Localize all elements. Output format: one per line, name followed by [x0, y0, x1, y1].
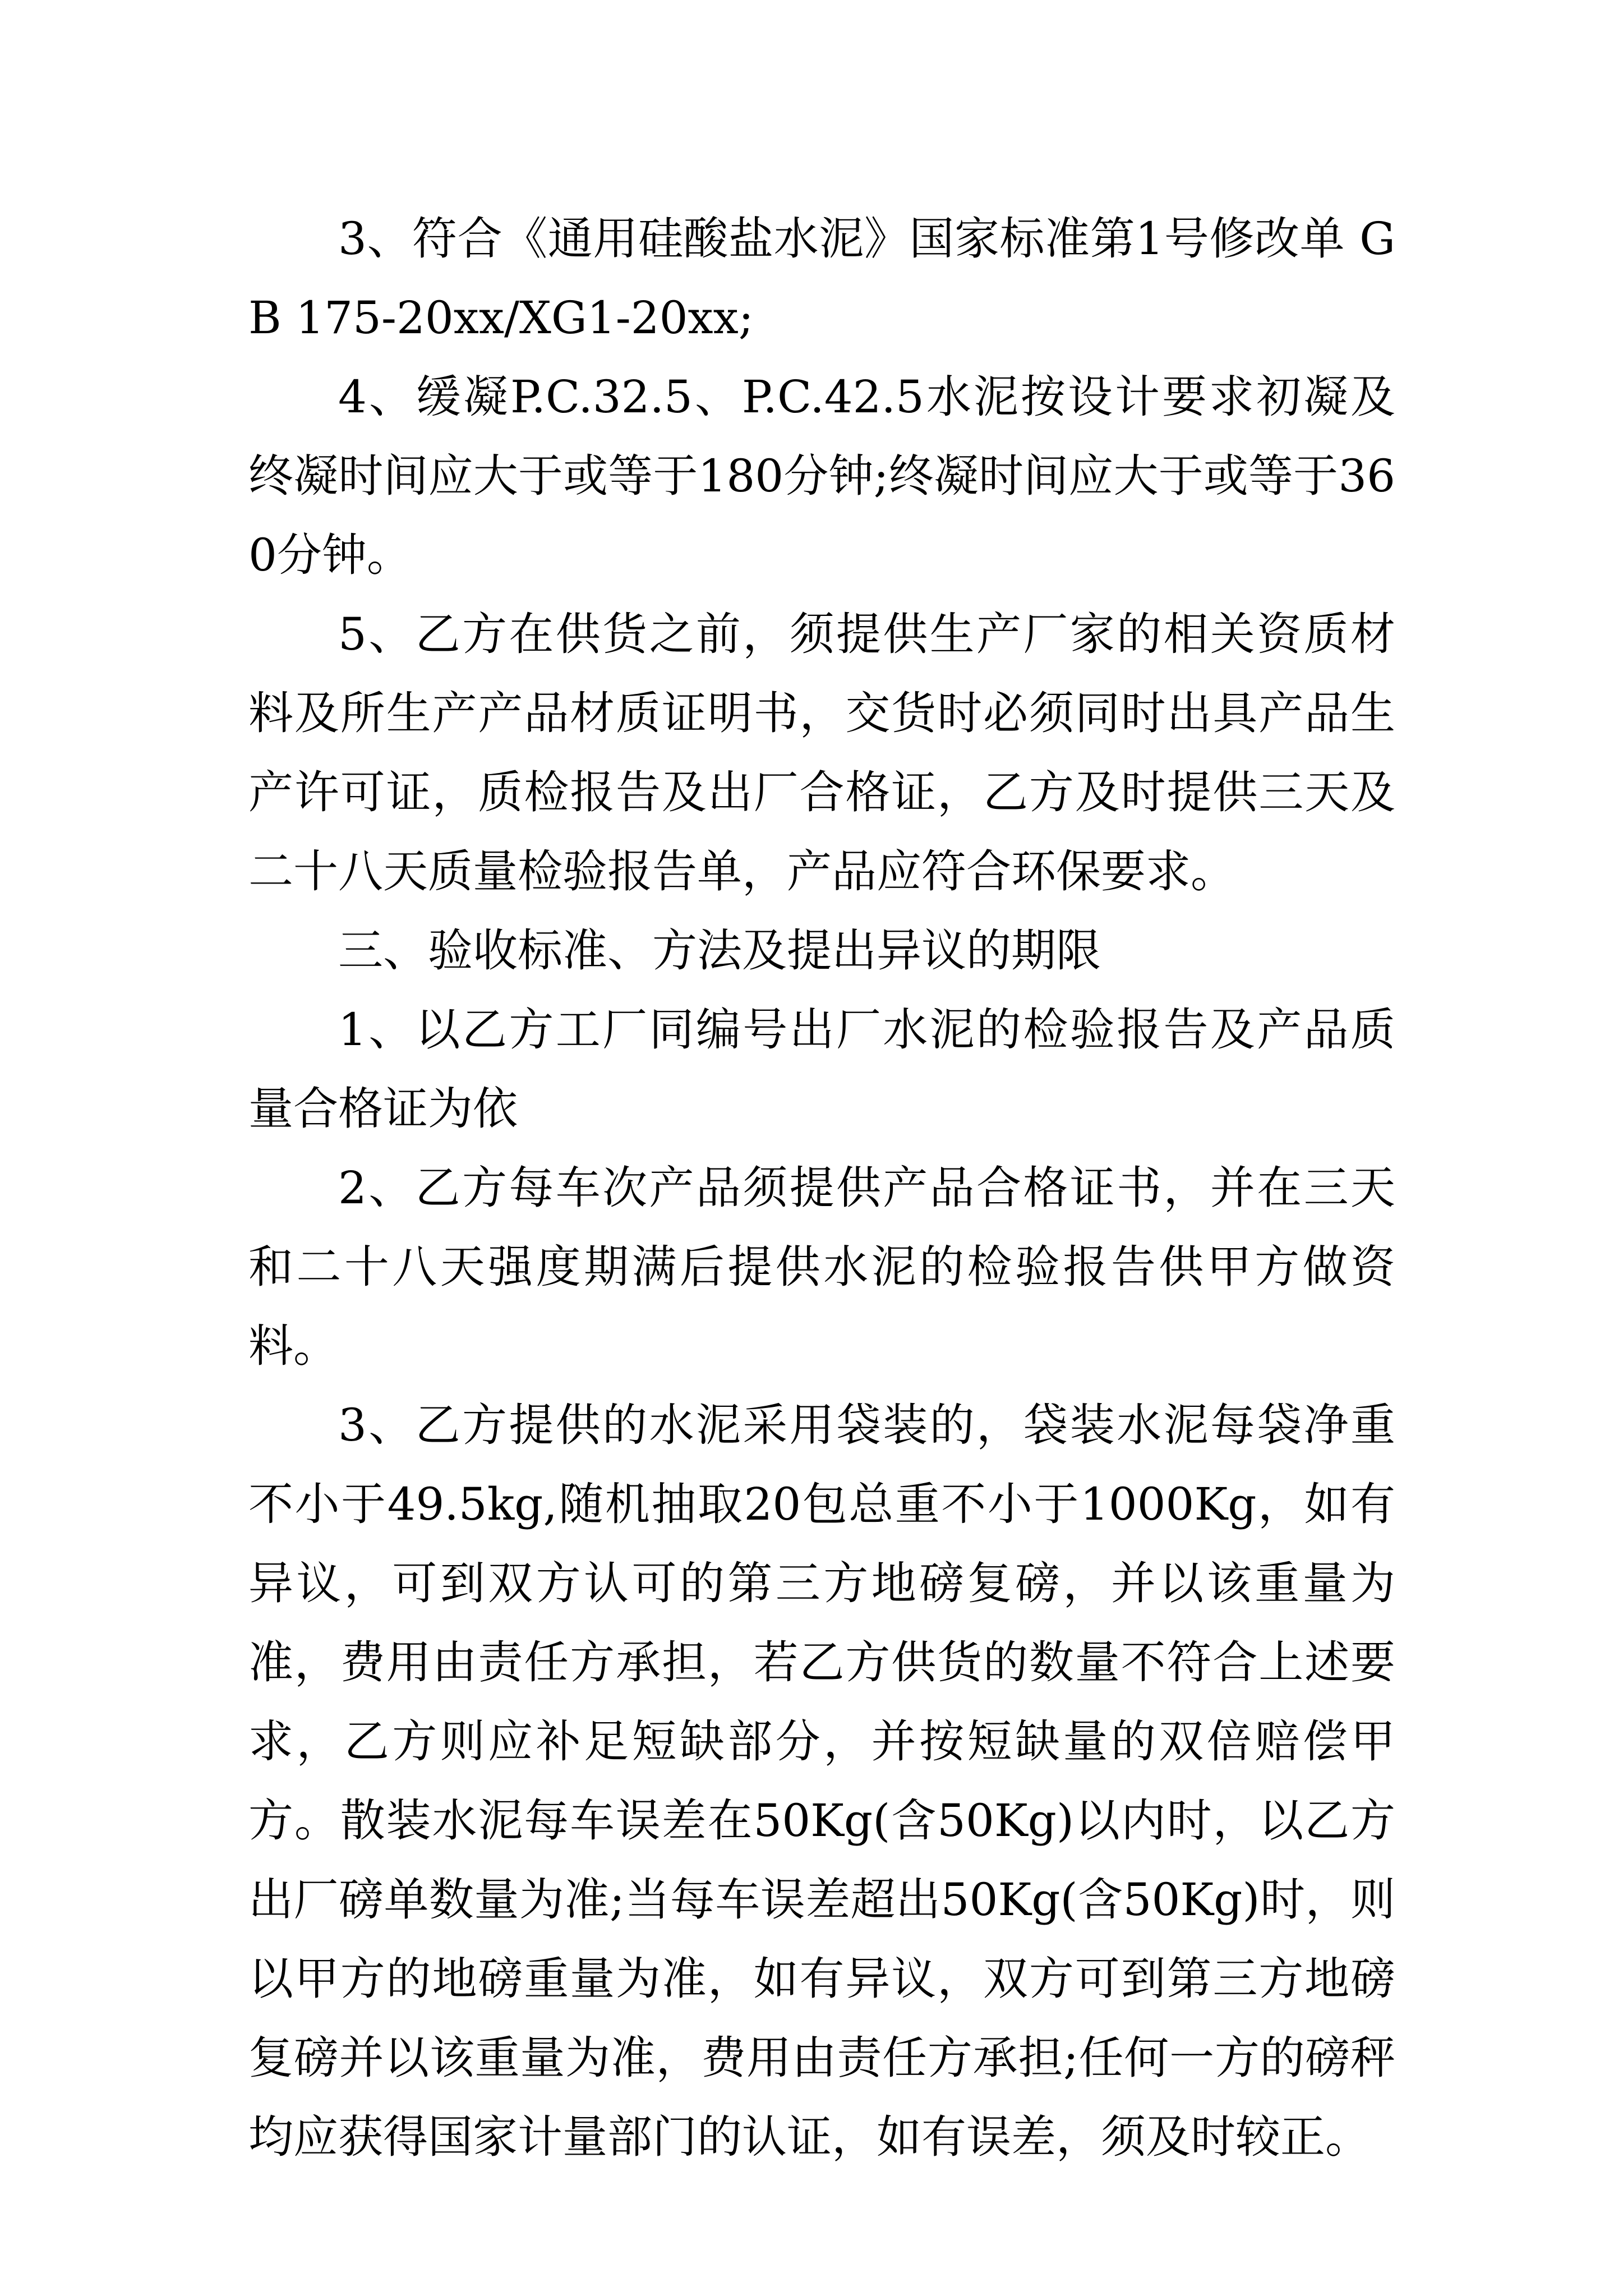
paragraph-inspection-basis: 1、以乙方工厂同编号出厂水泥的检验报告及产品质量合格证为依	[248, 1004, 1395, 1135]
paragraph-supplier-documents: 5、乙方在供货之前，须提供生产厂家的相关资质材料及所生产产品材质证明书，交货时必须同时出具产品生产许可证，质检报告及出厂合格证，乙方及时提供三天及二十八天质量检验报告单，产品应符合环保要求。	[248, 608, 1395, 898]
paragraph-certificates: 2、乙方每车次产品须提供产品合格证书，并在三天和二十八天强度期满后提供水泥的检验报告供甲方做资料。	[248, 1162, 1395, 1372]
paragraph-standard-compliance: 3、符合《通用硅酸盐水泥》国家标准第1号修改单 GB 175-20xx/XG1-20xx;	[248, 213, 1395, 344]
paragraph-setting-time: 4、缓凝P.C.32.5、P.C.42.5水泥按设计要求初凝及终凝时间应大于或等于180分钟;终凝时间应大于或等于360分钟。	[248, 371, 1395, 581]
paragraph-weight-requirements: 3、乙方提供的水泥采用袋装的，袋装水泥每袋净重不小于49.5kg,随机抽取20包总重不小于1000Kg，如有异议，可到双方认可的第三方地磅复磅，并以该重量为准，费用由责任方承担，若乙方供货的数量不符合上述要求，乙方则应补足短缺部分，并按短缺量的双倍赔偿甲方。散装水泥每车误差在50Kg(含50Kg)以内时，以乙方出厂磅单数量为准;当每车误差超出50Kg(含50Kg)时，则以甲方的地磅重量为准，如有异议，双方可到第三方地磅复磅并以该重量为准，费用由责任方承担;任何一方的磅秤均应获得国家计量部门的认证，如有误差，须及时较正。	[248, 1399, 1395, 2163]
section-heading-acceptance: 三、验收标准、方法及提出异议的期限	[338, 924, 1101, 977]
document-body	[248, 199, 1395, 2177]
